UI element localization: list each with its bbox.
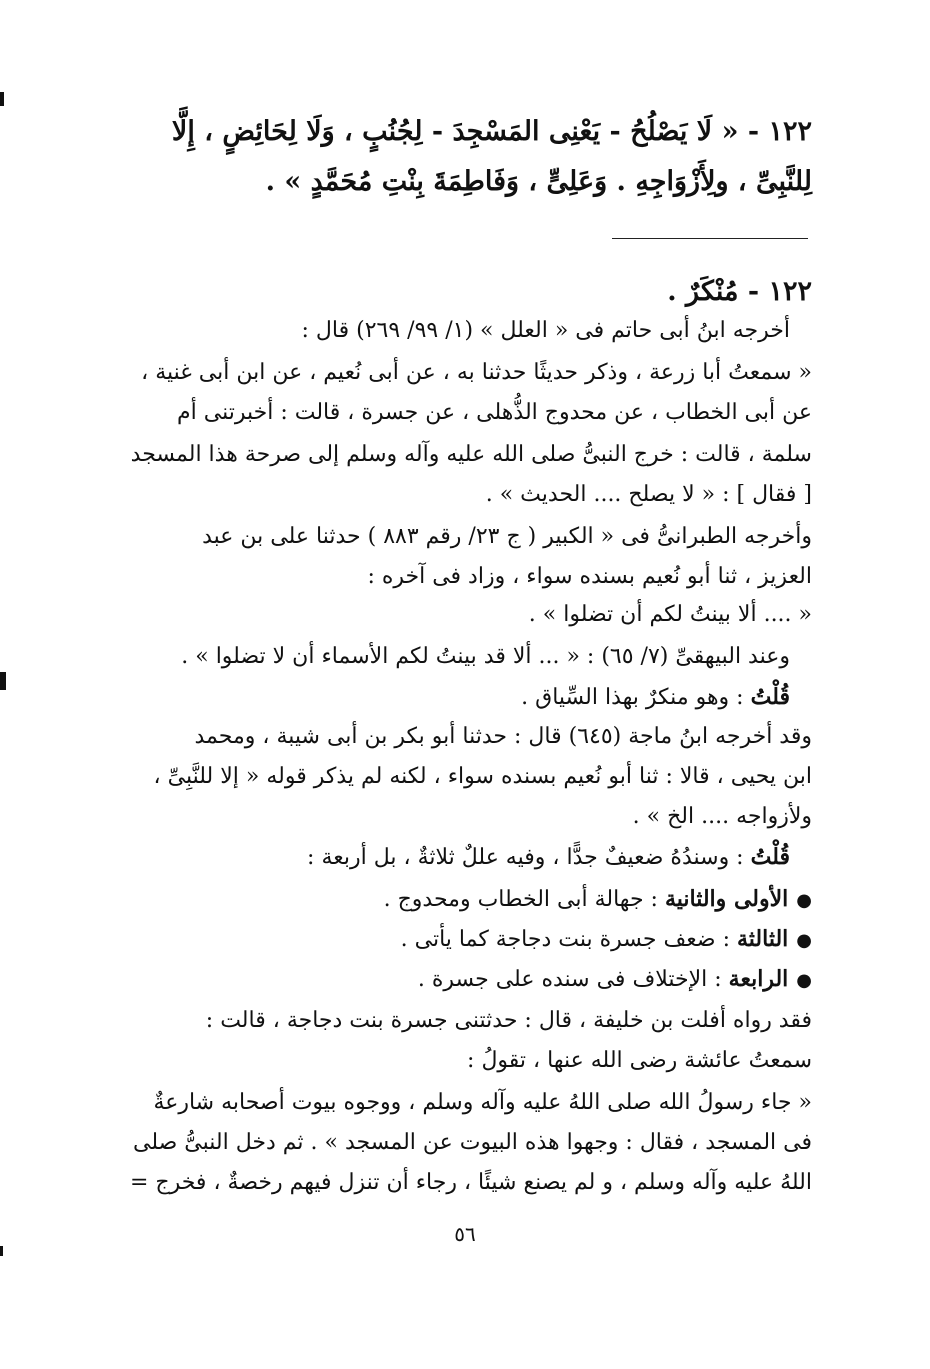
commentary-line: ابن يحيى ، قالا : ثنا أبو نُعيم بسنده سواء ، لكنه لم يذكر قوله « إلا للنَّبِىِّ ، xyxy=(153,764,812,789)
commentary-line: العزيز ، ثنا أبو نُعيم بسنده سواء ، وزاد فى آخره : xyxy=(367,564,812,589)
commentary-line: سلمة ، قالت : خرج النبىُّ صلى الله عليه وآله وسلم إلى صرحة هذا المسجد xyxy=(130,442,812,467)
bullet-text: : الإختلاف فى سنده على جسرة . xyxy=(417,967,729,992)
commentary-line: ولأزواجه .... الخ » . xyxy=(632,804,812,829)
hadith-text-line: لِلنَّبِىِّ ، ولِأَزْوَاجِهِ . وَعَلِىٍّ ، وَفَاطِمَةَ بِنْتِ مُحَمَّدٍ » . xyxy=(265,166,812,197)
commentary-line: وقد أخرجه ابنُ ماجة (٦٤٥) قال : حدثنا أبو بكر بن أبى شيبة ، ومحمد xyxy=(194,724,812,749)
commentary-line: « .... ألا بينتُ لكم أن تضلوا » . xyxy=(528,602,812,627)
bullet-label: الثالثة xyxy=(736,926,789,952)
qultu-label: قُلْتُ xyxy=(750,844,790,870)
bullet-item xyxy=(112,922,812,958)
commentary-line: [ فقال ] : « لا يصلح .... الحديث » . xyxy=(485,482,812,507)
commentary-line: « جاء رسولُ الله صلى اللهُ عليه وآله وسلم ، ووجوه بيوت أصحابه شارعةٌ xyxy=(153,1090,812,1115)
commentary-line: أخرجه ابنُ أبى حاتم فى « العلل » (١/ ٩٩/ ٢٦٩) قال : xyxy=(301,318,790,343)
bullet-icon: ● xyxy=(796,890,812,911)
left-margin-mark xyxy=(0,672,6,690)
commentary-line: سمعتُ عائشة رضى الله عنها ، تقولُ : xyxy=(467,1048,812,1073)
hadith-text-line: ١٢٢ - « لَا يَصْلُحُ - يَعْنِى المَسْجِدَ - لِجُنُبٍ ، وَلَا لِحَائِضٍ ، إِلَّا xyxy=(171,116,812,147)
bullet-label: الأولى والثانية xyxy=(664,886,789,912)
commentary-line: وأخرجه الطبرانىُّ فى « الكبير ( ج ٢٣/ رقم ٨٨٣ ) حدثنا على بن عبد xyxy=(202,524,812,549)
commentary-line: اللهُ عليه وآله وسلم ، و لم يصنع شيئًا ، رجاء أن تنزل فيهم رخصةٌ ، فخرج = xyxy=(129,1170,812,1195)
left-margin-mark xyxy=(0,92,4,106)
bullet-text: : ضعف جسرة بنت دجاجة كما يأتى . xyxy=(400,927,737,952)
commentary-line xyxy=(90,840,790,875)
commentary-line: فى المسجد ، فقال : وجهوا هذه البيوت عن المسجد » . ثم دخل النبىُّ صلى xyxy=(133,1130,812,1155)
commentary-text: : وسندُهُ ضعيفٌ جدًّا ، وفيه عللٌ ثلاثةٌ ، بل أربعة : xyxy=(307,845,751,870)
page-number: ٥٦ xyxy=(454,1222,476,1246)
left-margin-mark xyxy=(0,1246,3,1256)
bullet-text: : جهالة أبى الخطاب ومحدوج . xyxy=(383,887,665,912)
hadith-grade: ١٢٢ - مُنْكَرٌ . xyxy=(667,276,812,307)
bullet-icon: ● xyxy=(796,970,812,991)
qultu-label: قُلْتُ xyxy=(750,684,790,710)
bullet-icon: ● xyxy=(796,930,812,951)
commentary-line: عن أبى الخطاب ، عن محدوج الذُّهلى ، عن جسرة ، قالت : أخبرتنى أم xyxy=(177,400,812,425)
commentary-line: « سمعتُ أبا زرعة ، وذكر حديثًا حدثنا به ، عن أبى نُعيم ، عن ابن أبى غنية ، xyxy=(141,360,812,385)
bullet-label: الرابعة xyxy=(728,966,789,992)
bullet-item xyxy=(112,962,812,998)
commentary-line: وعند البيهقىِّ (٧/ ٦٥) : « ... ألا قد بينتُ لكم الأسماء أن لا تضلوا » . xyxy=(181,644,790,669)
bullet-item xyxy=(112,882,812,918)
commentary-line: فقد رواه أفلت بن خليفة ، قال : حدثتنى جسرة بنت دجاجة ، قالت : xyxy=(205,1008,812,1033)
commentary-text: : وهو منكرٌ بهذا السِّياق . xyxy=(521,685,751,710)
commentary-line xyxy=(90,680,790,715)
footnote-divider xyxy=(612,238,808,239)
